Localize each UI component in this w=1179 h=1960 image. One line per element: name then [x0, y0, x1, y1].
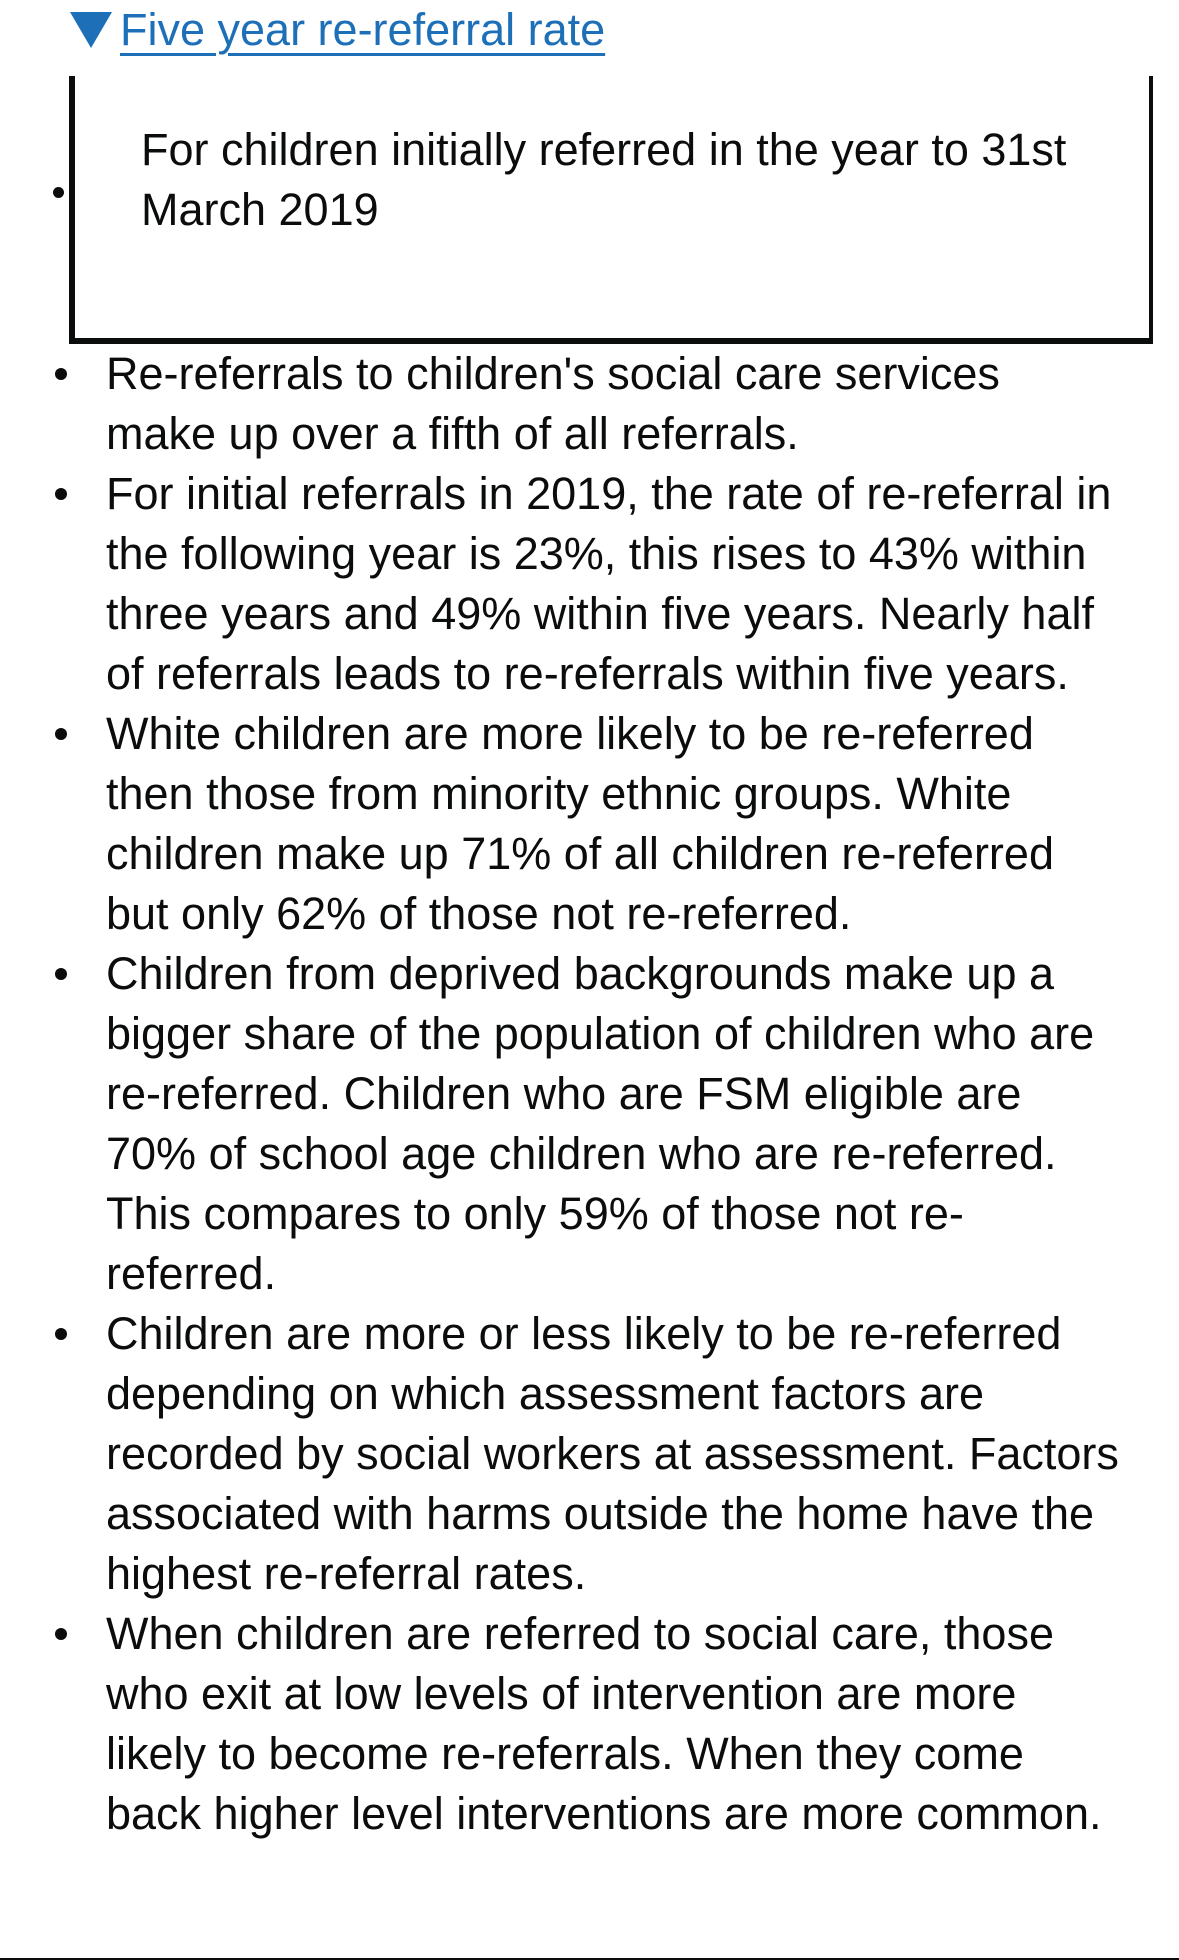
details-summary[interactable]: [70, 2, 605, 58]
list-item-text: Children from deprived backgrounds make up a bigger share of the population of children who are re-referred. Children who are FSM eligible are 70% of school age children who are re-referred. This compares to only 59% of those not re-referred.: [106, 948, 1095, 1299]
list-item-text: For initial referrals in 2019, the rate of re-referral in the following year is 23%, this rises to 43% within three years and 49% within five years. Nearly half of referrals leads to re-referrals within five years.: [106, 468, 1112, 699]
details-panel: [69, 76, 1153, 344]
list-item-text: Re-referrals to children's social care services make up over a fifth of all referrals.: [106, 348, 1000, 459]
list-item-text: Children are more or less likely to be re-referred depending on which assessment factors are recorded by social workers at assessment. Factors associated with harms outside the home have the highest re-referral rates.: [106, 1308, 1119, 1599]
list-item-text: White children are more likely to be re-referred then those from minority ethnic groups. White children make up 71% of all children re-referred but only 62% of those not re-referred.: [106, 708, 1054, 939]
details-summary-link[interactable]: Five year re-referral rate: [120, 4, 606, 55]
details-panel-text: For children initially referred in the year to 31st March 2019: [141, 124, 1067, 235]
list-item: [0, 944, 1179, 1304]
list-bullet-icon: [55, 368, 67, 380]
list-item: [0, 344, 1179, 464]
list-bullet-icon: [53, 187, 64, 198]
list-bullet-icon: [55, 488, 67, 500]
list-bullet-icon: [55, 968, 67, 980]
list-item-text: When children are referred to social care, those who exit at low levels of intervention are more likely to become re-referrals. When they come back higher level interventions are more common.: [106, 1608, 1102, 1839]
list-item: [0, 1604, 1179, 1844]
triangle-down-icon[interactable]: [70, 12, 112, 48]
list-item: [0, 704, 1179, 944]
list-bullet-icon: [55, 728, 67, 740]
key-findings-list: [0, 344, 1179, 1844]
list-bullet-icon: [55, 1328, 67, 1340]
list-item: [0, 464, 1179, 704]
list-bullet-icon: [55, 1628, 67, 1640]
list-item: [0, 1304, 1179, 1604]
